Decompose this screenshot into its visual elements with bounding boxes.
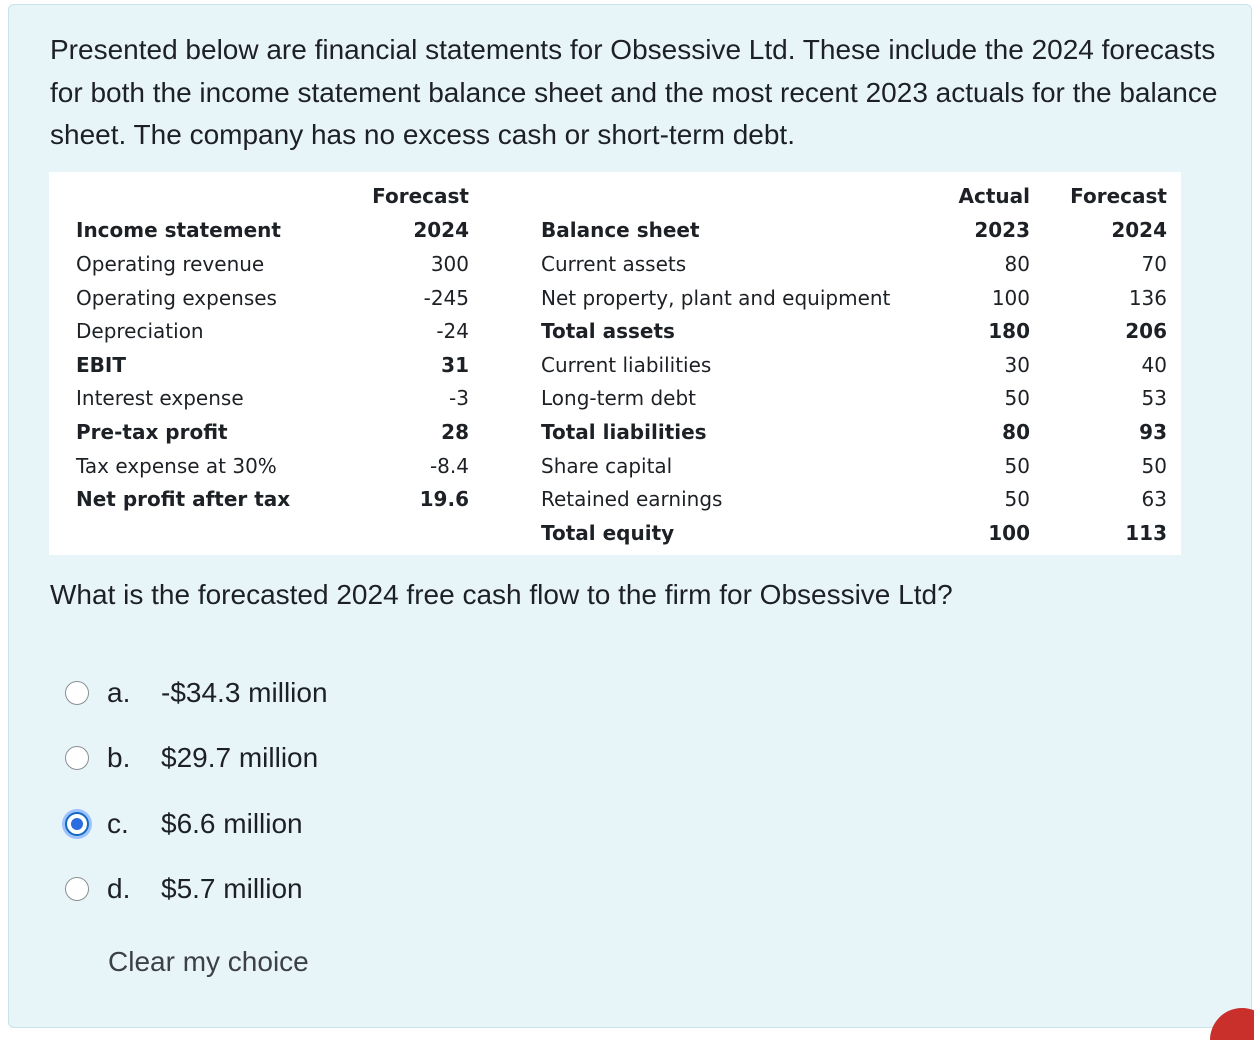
radio-unchecked-icon[interactable]	[65, 877, 89, 901]
is-col-header-top: Forecast	[372, 184, 469, 208]
answer-text: -$34.3 million	[161, 677, 328, 708]
bs-row-actual: 180	[988, 319, 1030, 344]
answer-option[interactable]	[65, 869, 303, 909]
answer-letter: a.	[107, 677, 131, 708]
bs-row-label: Net property, plant and equipment	[541, 285, 891, 310]
bs-row-actual: 100	[988, 520, 1030, 545]
answer-text: $29.7 million	[161, 742, 319, 773]
answer-option[interactable]	[65, 673, 328, 713]
is-row-value: 31	[441, 352, 469, 377]
bs-row-actual: 80	[1002, 420, 1030, 444]
bs-row-actual: 100	[991, 285, 1030, 310]
bs-row-actual: 50	[1004, 386, 1030, 411]
bs-row-label: Retained earnings	[541, 487, 723, 512]
bs-row-label: Total liabilities	[541, 420, 707, 444]
bs-row-label: Share capital	[541, 453, 673, 478]
financial-statements-table	[49, 172, 1181, 555]
question-card	[8, 4, 1252, 1028]
is-row-label: Depreciation	[76, 319, 204, 344]
bs-row-forecast: 93	[1139, 420, 1167, 444]
answer-letter: d.	[107, 873, 131, 904]
bs-row-label: Total equity	[541, 520, 675, 545]
answer-letter: b.	[107, 742, 131, 773]
question-intro: Presented below are financial statements for Obsessive Ltd. These include the 2024 forecasts for both the income statement balance sheet and the most recent 2023 actuals for the balance sheet. The company has no excess cash or short-term debt.	[50, 34, 1218, 150]
bs-row-label: Total assets	[541, 319, 675, 344]
radio-checked-icon[interactable]	[65, 812, 89, 836]
bs-row-forecast: 63	[1141, 487, 1167, 512]
is-row-value: -245	[423, 285, 469, 310]
clear-choice-link[interactable]: Clear my choice	[108, 946, 309, 977]
bs-row-forecast: 40	[1141, 352, 1167, 377]
is-row-value: -3	[449, 386, 469, 411]
is-row-label: Operating expenses	[76, 285, 277, 310]
is-row-label: Pre-tax profit	[76, 420, 228, 444]
bs-forecast-header-year: 2024	[1111, 218, 1167, 242]
is-row-label: EBIT	[76, 352, 126, 377]
radio-unchecked-icon[interactable]	[65, 681, 89, 705]
bs-actual-header-year: 2023	[974, 218, 1030, 242]
is-row-value: 19.6	[419, 487, 469, 512]
bs-row-label: Long-term debt	[541, 386, 697, 411]
answer-text: $6.6 million	[161, 808, 303, 839]
bs-row-actual: 50	[1004, 453, 1030, 478]
bs-row-forecast: 50	[1141, 453, 1167, 478]
is-row-value: 300	[430, 252, 469, 276]
bs-forecast-header-top: Forecast	[1070, 184, 1167, 208]
radio-unchecked-icon[interactable]	[65, 746, 89, 770]
bs-row-forecast: 113	[1125, 520, 1167, 545]
balance-sheet-title: Balance sheet	[541, 218, 700, 242]
answer-text: $5.7 million	[161, 873, 303, 904]
bs-row-forecast: 136	[1128, 285, 1167, 310]
bs-row-label: Current assets	[541, 252, 687, 276]
bs-row-actual: 50	[1004, 487, 1030, 512]
bs-actual-header-top: Actual	[958, 184, 1030, 208]
is-row-label: Net profit after tax	[76, 487, 291, 512]
is-row-label: Interest expense	[76, 386, 244, 411]
answer-letter: c.	[107, 808, 129, 839]
bs-row-actual: 80	[1004, 252, 1030, 276]
is-row-value: -8.4	[429, 453, 469, 478]
bs-row-forecast: 70	[1141, 252, 1167, 276]
answer-option[interactable]	[65, 804, 303, 844]
question-prompt: What is the forecasted 2024 free cash flow to the firm for Obsessive Ltd?	[50, 579, 953, 610]
income-statement-title: Income statement	[76, 218, 281, 242]
is-row-label: Tax expense at 30%	[76, 453, 277, 478]
is-row-value: 28	[441, 420, 469, 444]
answer-option[interactable]	[65, 738, 318, 778]
bs-row-actual: 30	[1004, 352, 1030, 377]
is-row-value: -24	[436, 319, 469, 344]
is-col-header-year: 2024	[413, 218, 469, 242]
bs-row-forecast: 206	[1125, 319, 1167, 344]
is-row-label: Operating revenue	[76, 252, 265, 276]
bs-row-forecast: 53	[1141, 386, 1167, 411]
bs-row-label: Current liabilities	[541, 352, 712, 377]
